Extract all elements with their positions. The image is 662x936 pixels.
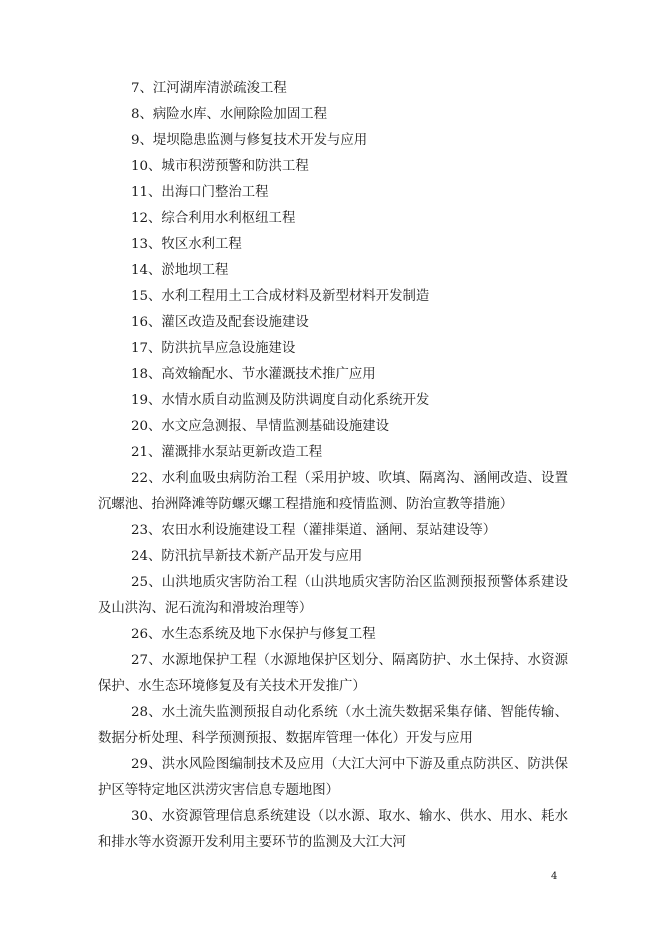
- list-item: 30、水资源管理信息系统建设（以水源、取水、输水、供水、用水、耗水和排水等水资源开发利用主要环节的监测及大江大河: [98, 809, 568, 850]
- list-item: 7、江河湖库清淤疏浚工程: [131, 81, 287, 96]
- page-number: 4: [551, 871, 558, 882]
- list-item: 14、淤地坝工程: [131, 263, 229, 278]
- list-item: 17、防洪抗旱应急设施建设: [131, 341, 296, 356]
- list-item: 13、牧区水利工程: [131, 237, 242, 252]
- list-item: 24、防汛抗旱新技术新产品开发与应用: [131, 549, 363, 564]
- list-item: 22、水利血吸虫病防治工程（采用护坡、吹填、隔离沟、涵闸改造、设置沉螺池、抬洲降滩等防螺灭螺工程措施和疫情监测、防治宣教等措施）: [98, 471, 568, 512]
- list-item: 29、洪水风险图编制技术及应用（大江大河中下游及重点防洪区、防洪保护区等特定地区洪涝灾害信息专题地图）: [98, 757, 568, 798]
- list-item: 9、堤坝隐患监测与修复技术开发与应用: [131, 133, 368, 148]
- list-item: 11、出海口门整治工程: [131, 185, 269, 200]
- list-item: 23、农田水利设施建设工程（灌排渠道、涵闸、泵站建设等）: [131, 523, 497, 538]
- list-item: 10、城市积涝预警和防洪工程: [131, 159, 309, 174]
- list-item: 27、水源地保护工程（水源地保护区划分、隔离防护、水土保持、水资源保护、水生态环境修复及有关技术开发推广）: [98, 653, 568, 694]
- list-item: 25、山洪地质灾害防治工程（山洪地质灾害防治区监测预报预警体系建设及山洪沟、泥石流沟和滑坡治理等）: [98, 575, 568, 616]
- list-item: 12、综合利用水利枢纽工程: [131, 211, 296, 226]
- list-item: 16、灌区改造及配套设施建设: [131, 315, 309, 330]
- list-item: 8、病险水库、水闸除险加固工程: [131, 107, 327, 122]
- item-list: [98, 76, 568, 856]
- list-item: 20、水文应急测报、旱情监测基础设施建设: [131, 419, 390, 434]
- list-item: 26、水生态系统及地下水保护与修复工程: [131, 627, 376, 642]
- list-item: 15、水利工程用土工合成材料及新型材料开发制造: [131, 289, 430, 304]
- list-item: 19、水情水质自动监测及防洪调度自动化系统开发: [131, 393, 430, 408]
- list-item: 28、水土流失监测预报自动化系统（水土流失数据采集存储、智能传输、数据分析处理、科学预测预报、数据库管理一体化）开发与应用: [98, 705, 568, 746]
- list-item: 21、灌溉排水泵站更新改造工程: [131, 445, 323, 460]
- list-item: 18、高效输配水、节水灌溉技术推广应用: [131, 367, 376, 382]
